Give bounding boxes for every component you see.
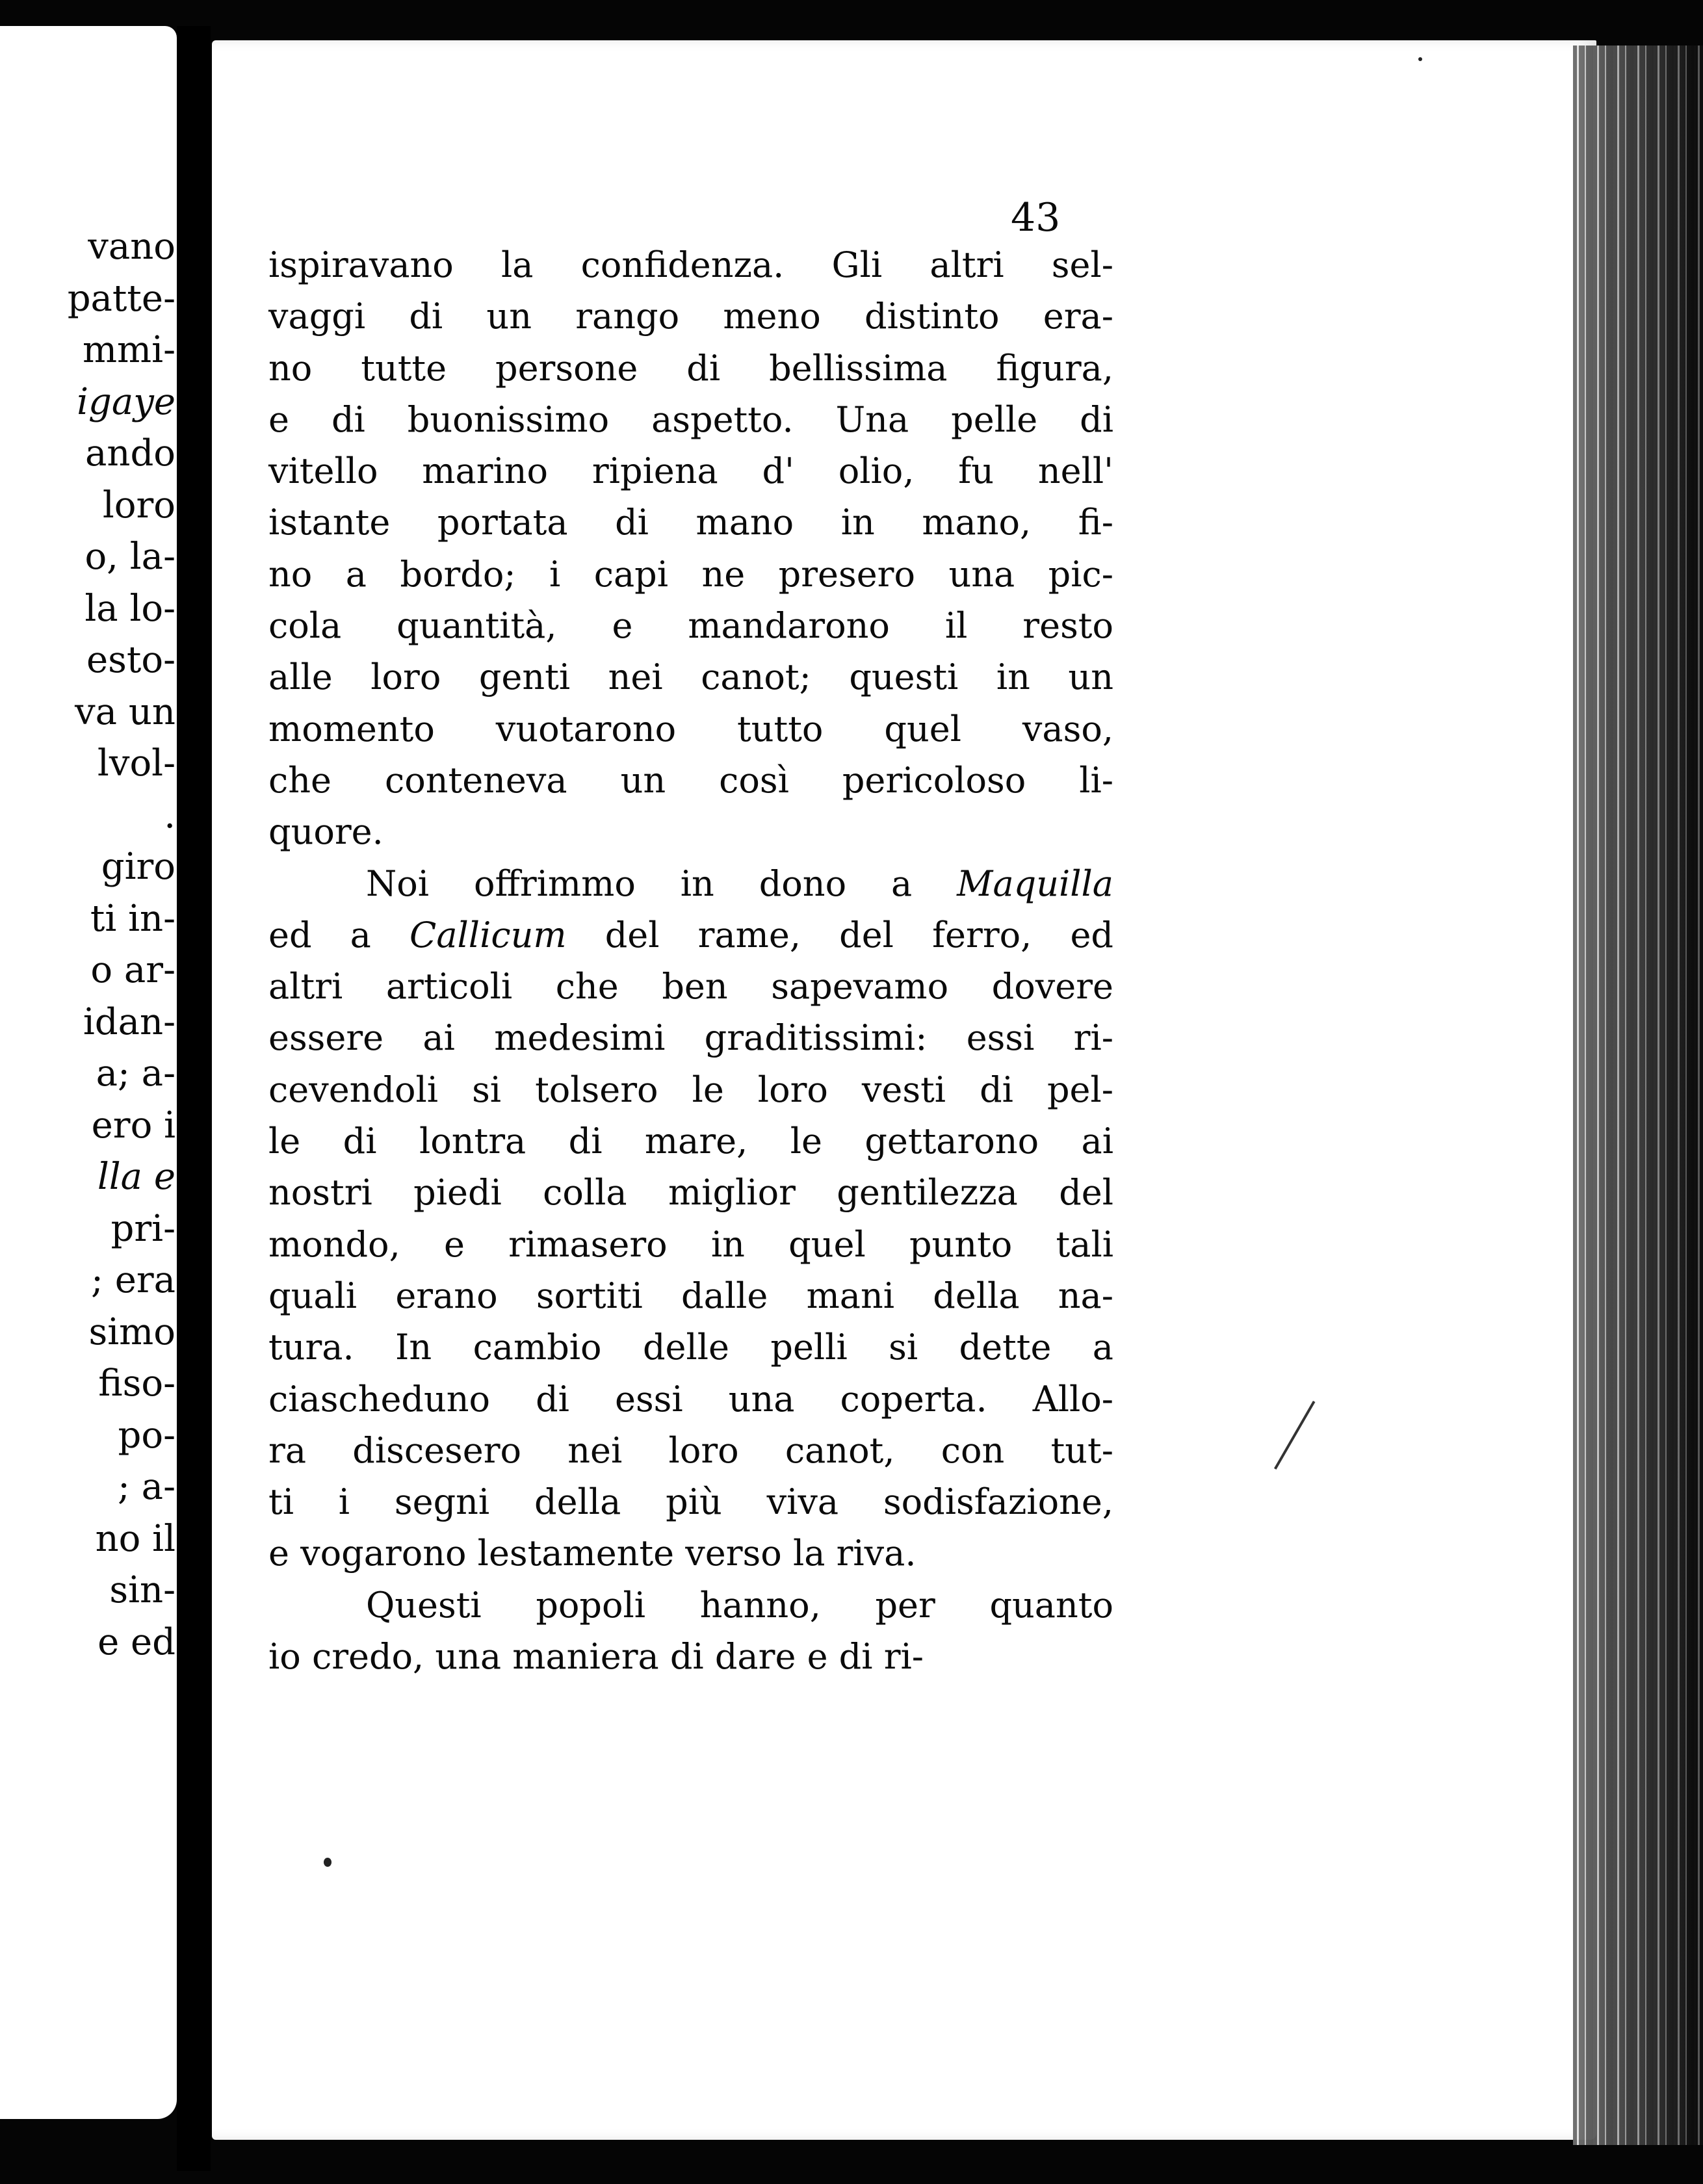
- facing-page-line: .: [164, 794, 176, 837]
- facing-page-line: ti in-: [90, 897, 176, 940]
- facing-page-line: o ar-: [90, 949, 176, 991]
- text-line: momento vuotarono tutto quel vaso,: [268, 708, 1113, 749]
- text-line: ti i segni della più viva sodisfazione,: [268, 1481, 1113, 1523]
- text-line: tura. In cambio delle pelli si dette a: [268, 1327, 1113, 1368]
- facing-page-line: ; era: [91, 1259, 176, 1301]
- facing-page-line: vano: [88, 226, 176, 268]
- text-line: ciascheduno di essi una coperta. Allo-: [268, 1378, 1113, 1420]
- facing-page-text: [0, 221, 176, 1668]
- text-line: vitello marino ripiena d' olio, fu nell': [268, 450, 1113, 492]
- facing-page-line: ; a-: [118, 1466, 176, 1508]
- text-line: Questi popoli hanno, per quanto: [366, 1584, 1113, 1626]
- text-line: cevendoli si tolsero le loro vesti di pel-: [268, 1069, 1113, 1110]
- text-line: essere ai medesimi graditissimi: essi ri-: [268, 1017, 1113, 1059]
- facing-page-line: ero i: [91, 1104, 176, 1147]
- text-line: ispiravano la confidenza. Gli altri sel-: [268, 244, 1113, 285]
- facing-page-line: mmi-: [82, 329, 176, 371]
- text-line: le di lontra di mare, le gettarono ai: [268, 1121, 1113, 1162]
- text-line: no a bordo; i capi ne presero una pic-: [268, 553, 1113, 595]
- paper-speck: [1418, 57, 1422, 61]
- text-line: quali erano sortiti dalle mani della na-: [268, 1275, 1113, 1316]
- body-text: [268, 239, 1113, 1682]
- gutter: [177, 26, 211, 2171]
- page-edge-shade: [1573, 46, 1703, 2145]
- facing-page-line: a; a-: [96, 1052, 176, 1095]
- text-line: cola quantità, e mandarono il resto: [268, 605, 1113, 647]
- facing-page: [0, 26, 177, 2119]
- facing-page-line: igaye: [77, 380, 176, 423]
- paper-speck: [324, 1858, 332, 1867]
- text-line: e vogarono lestamente verso la riva.: [268, 1533, 916, 1574]
- text-line: vaggi di un rango meno distinto era-: [268, 296, 1113, 337]
- text-line: no tutte persone di bellissima figura,: [268, 347, 1113, 389]
- facing-page-line: la lo-: [84, 587, 176, 630]
- facing-page-line: simo: [88, 1310, 176, 1353]
- facing-page-line: patte-: [67, 277, 176, 320]
- text-line: alle loro genti nei canot; questi in un: [268, 656, 1113, 698]
- text-line: Noi offrimmo in dono a Maquilla: [366, 863, 1113, 904]
- text-line: altri articoli che ben sapevamo dovere: [268, 966, 1113, 1008]
- facing-page-line: no il: [95, 1517, 176, 1560]
- facing-page-line: idan-: [83, 1000, 176, 1043]
- facing-page-line: ando: [84, 432, 176, 474]
- page-number: 43: [1011, 195, 1061, 240]
- facing-page-line: o, la-: [84, 536, 176, 578]
- text-line: nostri piedi colla miglior gentilezza del: [268, 1172, 1113, 1214]
- facing-page-line: loro: [102, 484, 176, 526]
- text-line: mondo, e rimasero in quel punto tali: [268, 1223, 1113, 1265]
- text-line: io credo, una maniera di dare e di ri-: [268, 1636, 924, 1678]
- facing-page-line: e ed: [98, 1620, 176, 1663]
- facing-page-line: giro: [101, 846, 176, 888]
- facing-page-line: fiso-: [98, 1362, 176, 1405]
- facing-page-line: esto-: [86, 639, 176, 681]
- facing-page-line: lvol-: [97, 742, 176, 785]
- text-line: quore.: [268, 811, 384, 853]
- facing-page-line: lla e: [97, 1156, 176, 1198]
- text-line: e di buonissimo aspetto. Una pelle di: [268, 398, 1113, 440]
- facing-page-line: va un: [75, 690, 176, 733]
- text-line: istante portata di mano in mano, fi-: [268, 502, 1113, 543]
- facing-page-line: sin-: [109, 1569, 176, 1611]
- text-line: ra discesero nei loro canot, con tut-: [268, 1429, 1113, 1471]
- text-line: che conteneva un così pericoloso li-: [268, 759, 1113, 801]
- text-line: ed a Callicum del rame, del ferro, ed: [268, 914, 1113, 956]
- facing-page-line: pri-: [110, 1207, 176, 1250]
- facing-page-line: po-: [118, 1414, 176, 1457]
